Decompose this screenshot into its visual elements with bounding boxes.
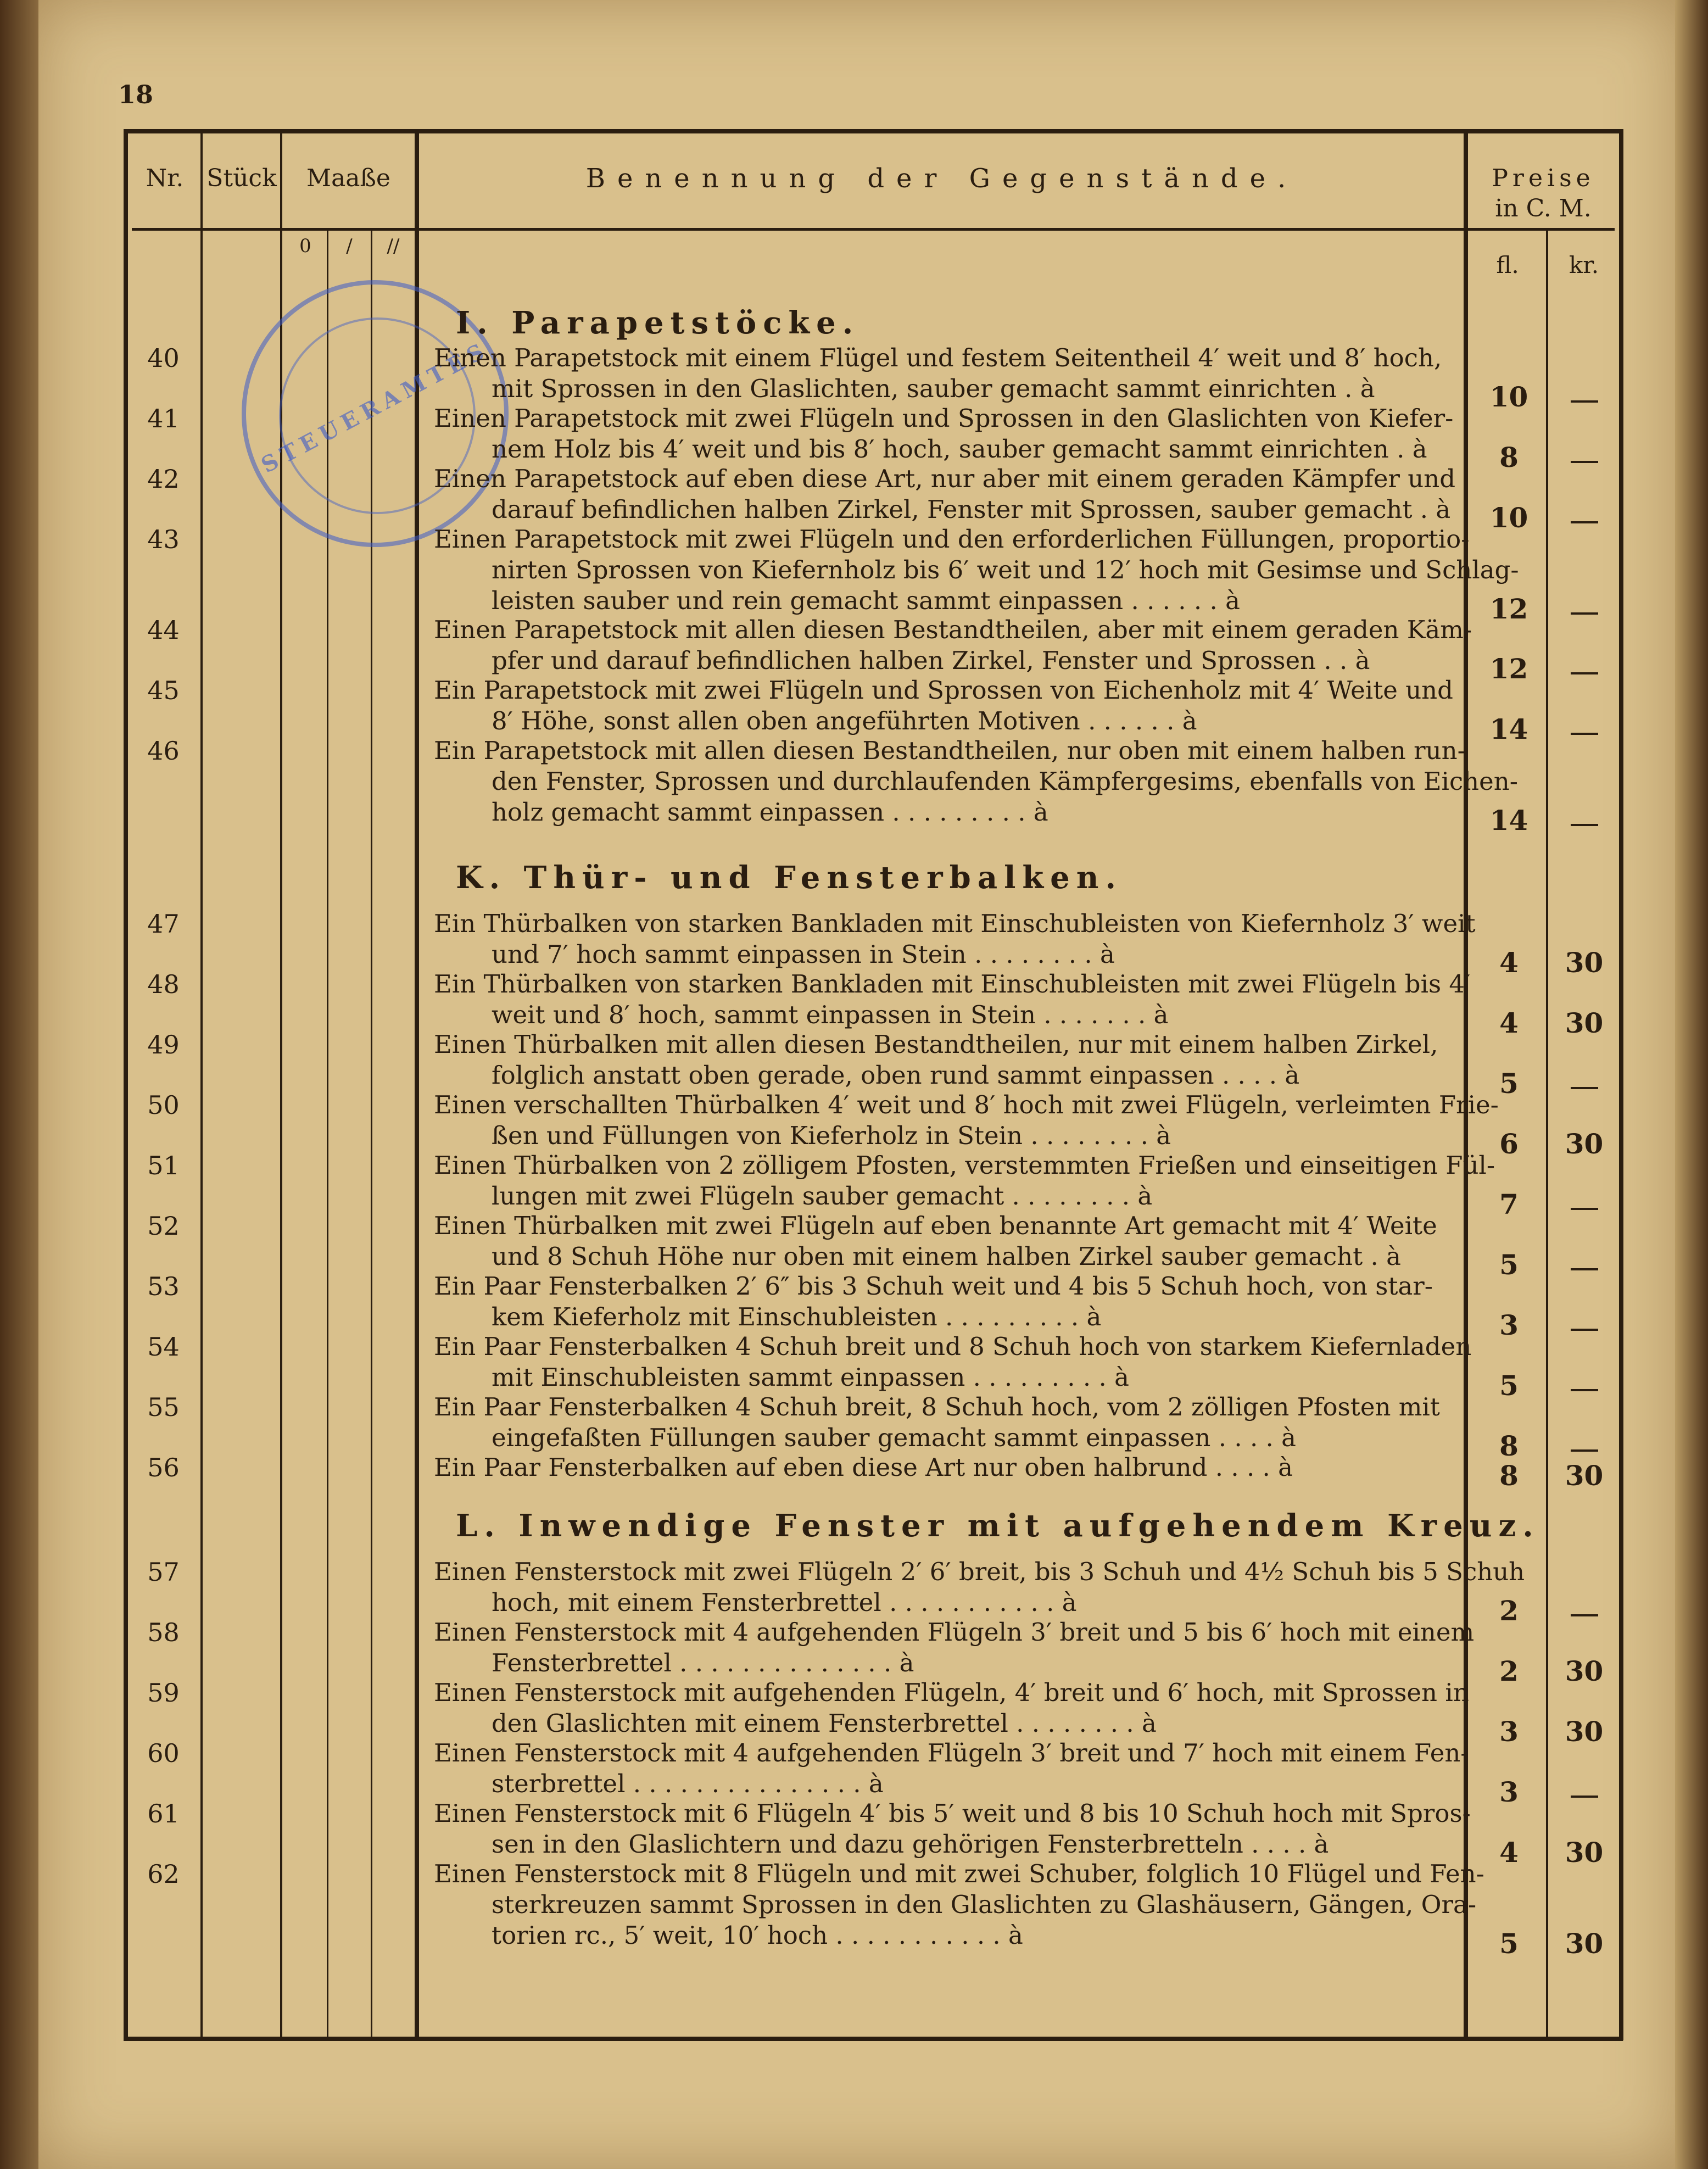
item-description-line: den Glaslichten mit einem Fensterbrettel . . . . . . . . à [492, 1709, 1157, 1738]
item-number: 48 [147, 969, 180, 999]
price-florin: 5 [1499, 1067, 1519, 1100]
item-description-line: Einen Fensterstock mit 4 aufgehenden Flügeln 3′ breit und 5 bis 6′ hoch mit einem [434, 1618, 1475, 1647]
item-description-line: leisten sauber und rein gemacht sammt einpassen . . . . . . à [492, 586, 1240, 615]
price-kreuzer: 30 [1565, 946, 1604, 979]
item-description-line: Ein Paar Fensterbalken 4 Schuh breit, 8 Schuh hoch, vom 2 zölligen Pfosten mit [434, 1392, 1440, 1421]
unit-foot: 0 [299, 235, 311, 257]
price-kreuzer: 30 [1565, 1927, 1604, 1960]
item-description-line: nem Holz bis 4′ weit und bis 8′ hoch, sauber gemacht sammt einrichten . à [492, 434, 1427, 464]
item-description-line: Einen Parapetstock mit einem Flügel und festem Seitentheil 4′ weit und 8′ hoch, [434, 343, 1442, 372]
item-description-line: und 8 Schuh Höhe nur oben mit einem halben Zirkel sauber gemacht . à [492, 1242, 1401, 1271]
page-number: 18 [118, 80, 154, 109]
item-description-line: ßen und Füllungen von Kieferholz in Stein . . . . . . . . à [492, 1121, 1171, 1150]
header-title: Benennung der Gegenstände. [585, 163, 1298, 194]
item-number: 40 [147, 343, 180, 373]
price-florin: 8 [1499, 1430, 1519, 1462]
price-florin: 14 [1489, 804, 1528, 837]
price-florin: 4 [1499, 1007, 1519, 1039]
price-florin: 14 [1489, 713, 1528, 745]
price-kreuzer-dash [1571, 612, 1598, 615]
item-description-line: Einen verschallten Thürbalken 4′ weit und 8′ hoch mit zwei Flügeln, verleimten Frie- [434, 1090, 1499, 1119]
price-kreuzer: 30 [1565, 1715, 1604, 1748]
header-stueck: Stück [206, 164, 277, 192]
item-description-line: Einen Fensterstock mit 8 Flügeln und mit zwei Schuber, folglich 10 Flügel und Fen- [434, 1859, 1484, 1888]
item-description-line: Einen Parapetstock auf eben diese Art, nur aber mit einem geraden Kämpfer und [434, 464, 1456, 493]
section-heading: L. Inwendige Fenster mit aufgehendem Kreuz. [456, 1508, 1540, 1544]
price-kreuzer-dash [1571, 733, 1598, 735]
item-description-line: sen in den Glaslichtern und dazu gehörigen Fensterbretteln . . . . à [492, 1830, 1329, 1859]
price-florin: 2 [1499, 1655, 1519, 1687]
item-description-line: Fensterbrettel . . . . . . . . . . . . . . à [492, 1648, 914, 1677]
price-florin: 2 [1499, 1594, 1519, 1627]
header-kr: kr. [1569, 252, 1599, 278]
price-kreuzer-dash [1571, 1389, 1598, 1391]
price-florin: 3 [1499, 1309, 1519, 1341]
price-kreuzer-dash [1571, 824, 1598, 826]
price-florin: 3 [1499, 1715, 1519, 1748]
item-number: 59 [147, 1678, 180, 1708]
item-description-line: weit und 8′ hoch, sammt einpassen in Stein . . . . . . . à [492, 1000, 1169, 1029]
item-description-line: Ein Thürbalken von starken Bankladen mit Einschubleisten mit zwei Flügeln bis 4′ [434, 969, 1471, 999]
item-number: 47 [147, 909, 180, 939]
item-number: 62 [147, 1859, 180, 1889]
item-description-line: hoch, mit einem Fensterbrettel . . . . . . . . . . . à [492, 1588, 1077, 1617]
price-florin: 7 [1499, 1188, 1519, 1220]
item-number: 56 [147, 1453, 180, 1482]
page-edge [1675, 0, 1708, 2169]
item-description-line: mit Sprossen in den Glaslichten, sauber gemacht sammt einrichten . à [492, 374, 1375, 403]
item-description-line: Ein Parapetstock mit allen diesen Bestandtheilen, nur oben mit einem halben run- [434, 736, 1466, 765]
item-number: 45 [147, 676, 180, 705]
header-preise: Preise [1492, 164, 1595, 192]
unit-line: // [387, 235, 400, 257]
item-description-line: holz gemacht sammt einpassen . . . . . . . . . à [492, 798, 1048, 827]
price-florin: 3 [1499, 1776, 1519, 1808]
item-description-line: Einen Fensterstock mit aufgehenden Flügeln, 4′ breit und 6′ hoch, mit Sprossen in [434, 1678, 1469, 1707]
price-florin: 8 [1499, 441, 1519, 473]
item-description-line: lungen mit zwei Flügeln sauber gemacht . . . . . . . . à [492, 1181, 1153, 1211]
item-description-line: pfer und darauf befindlichen halben Zirkel, Fenster und Sprossen . . à [492, 646, 1370, 675]
item-number: 58 [147, 1618, 180, 1647]
item-number: 43 [147, 525, 180, 554]
price-kreuzer-dash [1571, 521, 1598, 523]
item-description-line: Einen Parapetstock mit zwei Flügeln und Sprossen in den Glaslichten von Kiefer- [434, 404, 1454, 433]
item-description-line: darauf befindlichen halben Zirkel, Fenster mit Sprossen, sauber gemacht . à [492, 495, 1451, 524]
item-number: 53 [147, 1272, 180, 1301]
item-description-line: kem Kieferholz mit Einschubleisten . . . . . . . . . à [492, 1302, 1102, 1331]
price-kreuzer-dash [1571, 1208, 1598, 1210]
price-florin: 10 [1489, 381, 1528, 413]
header-maasse: Maaße [306, 164, 390, 192]
price-kreuzer-dash [1571, 1796, 1598, 1798]
section-heading: I. Parapetstöcke. [456, 305, 860, 341]
stamp-text: STEUERAMTES [256, 336, 494, 478]
item-description-line: folglich anstatt oben gerade, oben rund sammt einpassen . . . . à [492, 1061, 1300, 1090]
price-kreuzer-dash [1571, 672, 1598, 674]
item-number: 44 [147, 615, 180, 645]
item-description-line: 8′ Höhe, sonst allen oben angeführten Motiven . . . . . . à [492, 706, 1197, 735]
item-number: 55 [147, 1392, 180, 1422]
item-description-line: den Fenster, Sprossen und durchlaufenden Kämpfergesims, ebenfalls von Eichen- [492, 767, 1518, 796]
item-description-line: Ein Parapetstock mit zwei Flügeln und Sprossen von Eichenholz mit 4′ Weite und [434, 676, 1453, 705]
price-kreuzer: 30 [1565, 1459, 1604, 1492]
price-kreuzer: 30 [1565, 1836, 1604, 1869]
item-description-line: Einen Parapetstock mit zwei Flügeln und den erforderlichen Füllungen, proportio- [434, 525, 1470, 554]
item-number: 41 [147, 404, 180, 433]
item-description-line: Ein Paar Fensterbalken 2′ 6″ bis 3 Schuh weit und 4 bis 5 Schuh hoch, von star- [434, 1272, 1433, 1301]
item-number: 57 [147, 1557, 180, 1587]
item-description-line: torien rc., 5′ weit, 10′ hoch . . . . . . . . . . . à [492, 1921, 1023, 1950]
price-kreuzer: 30 [1565, 1655, 1604, 1687]
price-kreuzer: 30 [1565, 1128, 1604, 1160]
price-kreuzer-dash [1571, 461, 1598, 463]
item-number: 42 [147, 464, 180, 494]
price-kreuzer-dash [1571, 1268, 1598, 1270]
section-heading: K. Thür- und Fensterbalken. [456, 860, 1123, 896]
price-kreuzer-dash [1571, 1614, 1598, 1616]
header-nr: Nr. [146, 164, 184, 192]
item-description-line: und 7′ hoch sammt einpassen in Stein . . . . . . . . à [492, 940, 1115, 969]
item-description-line: sterkreuzen sammt Sprossen in den Glaslichten zu Glashäusern, Gängen, Ora- [492, 1890, 1477, 1919]
item-description-line: Einen Thürbalken mit zwei Flügeln auf eben benannte Art gemacht mit 4′ Weite [434, 1211, 1437, 1240]
item-number: 54 [147, 1332, 180, 1362]
header-fl: fl. [1496, 252, 1519, 278]
header-currency: in C. M. [1495, 194, 1592, 222]
price-florin: 5 [1499, 1927, 1519, 1960]
item-description-line: Ein Thürbalken von starken Bankladen mit Einschubleisten von Kiefernholz 3′ weit [434, 909, 1476, 938]
item-description-line: Einen Fensterstock mit 6 Flügeln 4′ bis 5′ weit und 8 bis 10 Schuh hoch mit Spros- [434, 1799, 1471, 1828]
item-description-line: sterbrettel . . . . . . . . . . . . . . . à [492, 1769, 884, 1798]
book-spine [0, 0, 38, 2169]
price-kreuzer-dash [1571, 1449, 1598, 1452]
price-kreuzer-dash [1571, 1329, 1598, 1331]
item-description-line: Ein Paar Fensterbalken auf eben diese Art nur oben halbrund . . . . à [434, 1453, 1293, 1482]
item-description-line: nirten Sprossen von Kiefernholz bis 6′ weit und 12′ hoch mit Gesimse und Schlag- [492, 555, 1519, 584]
price-florin: 6 [1499, 1128, 1519, 1160]
price-kreuzer: 30 [1565, 1007, 1604, 1039]
price-kreuzer-dash [1571, 400, 1598, 403]
price-florin: 12 [1489, 593, 1528, 625]
item-description-line: eingefaßten Füllungen sauber gemacht sammt einpassen . . . . à [492, 1423, 1296, 1452]
item-description-line: Einen Thürbalken von 2 zölligem Pfosten, verstemmten Frießen und einseitigen Fül- [434, 1151, 1495, 1180]
item-number: 49 [147, 1030, 180, 1060]
item-number: 60 [147, 1738, 180, 1768]
item-description-line: Einen Fensterstock mit zwei Flügeln 2′ 6′ breit, bis 3 Schuh und 4½ Schuh bis 5 Schuh [434, 1557, 1525, 1586]
item-description-line: Einen Thürbalken mit allen diesen Bestandtheilen, nur mit einem halben Zirkel, [434, 1030, 1438, 1059]
item-number: 46 [147, 736, 180, 766]
price-florin: 5 [1499, 1369, 1519, 1402]
item-description-line: Einen Parapetstock mit allen diesen Bestandtheilen, aber mit einem geraden Käm- [434, 615, 1472, 644]
unit-inch: / [346, 235, 353, 257]
item-description-line: mit Einschubleisten sammt einpassen . . . . . . . . . à [492, 1363, 1129, 1392]
item-number: 51 [147, 1151, 180, 1180]
price-florin: 5 [1499, 1248, 1519, 1281]
price-florin: 4 [1499, 1836, 1519, 1869]
item-number: 61 [147, 1799, 180, 1828]
item-description-line: Einen Fensterstock mit 4 aufgehenden Flügeln 3′ breit und 7′ hoch mit einem Fen- [434, 1738, 1469, 1767]
item-number: 52 [147, 1211, 180, 1241]
price-florin: 10 [1489, 501, 1528, 534]
price-florin: 12 [1489, 653, 1528, 685]
price-kreuzer-dash [1571, 1087, 1598, 1089]
price-florin: 8 [1499, 1459, 1519, 1492]
price-florin: 4 [1499, 946, 1519, 979]
item-number: 50 [147, 1090, 180, 1120]
item-description-line: Ein Paar Fensterbalken 4 Schuh breit und 8 Schuh hoch von starkem Kiefernladen [434, 1332, 1472, 1361]
